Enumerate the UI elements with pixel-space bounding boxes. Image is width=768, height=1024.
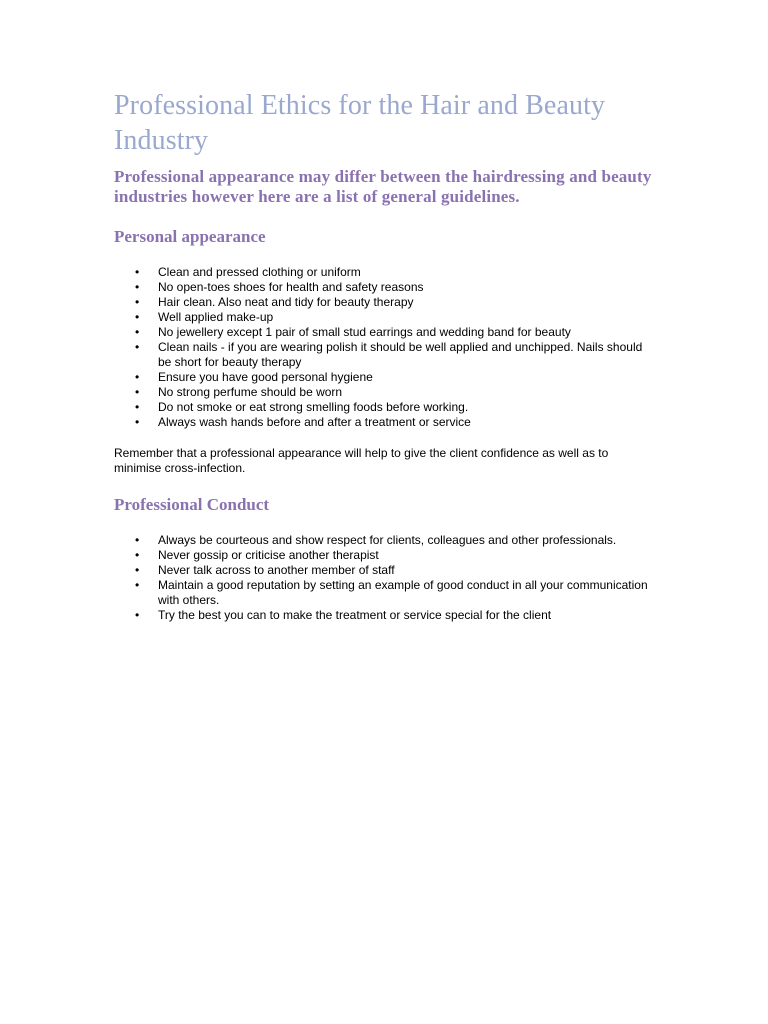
professional-conduct-list bbox=[114, 533, 674, 623]
bullet-icon: • bbox=[135, 415, 140, 429]
list-item: • Hair clean. Also neat and tidy for beauty therapy bbox=[135, 295, 414, 309]
bullet-icon: • bbox=[135, 265, 140, 279]
bullet-icon: • bbox=[135, 578, 140, 592]
bullet-icon: • bbox=[135, 563, 140, 577]
appearance-note: Remember that a professional appearance will help to give the client confidence as well as to minimise cross-infection. bbox=[114, 446, 609, 475]
section-heading-professional-conduct: Professional Conduct bbox=[114, 495, 270, 514]
list-item: • Do not smoke or eat strong smelling foods before working. bbox=[135, 400, 469, 414]
document-subtitle: Professional appearance may differ between the hairdressing and beauty industries however here are a list of general guidelines. bbox=[114, 167, 652, 206]
bullet-icon: • bbox=[135, 370, 140, 384]
personal-appearance-list bbox=[114, 265, 674, 430]
list-item: • Never gossip or criticise another therapist bbox=[135, 548, 379, 562]
list-item: • Try the best you can to make the treatment or service special for the client bbox=[135, 608, 552, 622]
bullet-icon: • bbox=[135, 280, 140, 294]
list-item: • No strong perfume should be worn bbox=[135, 385, 343, 399]
section-heading-personal-appearance: Personal appearance bbox=[114, 227, 266, 246]
bullet-icon: • bbox=[135, 295, 140, 309]
list-item: • Never talk across to another member of staff bbox=[135, 563, 395, 577]
list-item: • No open-toes shoes for health and safety reasons bbox=[135, 280, 424, 294]
bullet-icon: • bbox=[135, 400, 140, 414]
document-page bbox=[114, 88, 674, 623]
bullet-icon: • bbox=[135, 325, 140, 339]
list-item: • Ensure you have good personal hygiene bbox=[135, 370, 373, 384]
list-item: • Clean nails - if you are wearing polish it should be well applied and unchipped. Nails should be short for beauty therapy bbox=[135, 340, 643, 369]
list-item: • Always be courteous and show respect for clients, colleagues and other professionals. bbox=[135, 533, 617, 547]
list-item: • No jewellery except 1 pair of small stud earrings and wedding band for beauty bbox=[135, 325, 571, 339]
list-item: • Maintain a good reputation by setting an example of good conduct in all your communication with others. bbox=[135, 578, 648, 607]
bullet-icon: • bbox=[135, 548, 140, 562]
document-title: Professional Ethics for the Hair and Beauty Industry bbox=[114, 90, 606, 156]
list-item: • Always wash hands before and after a treatment or service bbox=[135, 415, 471, 429]
bullet-icon: • bbox=[135, 340, 140, 354]
bullet-icon: • bbox=[135, 608, 140, 622]
list-item: • Clean and pressed clothing or uniform bbox=[135, 265, 361, 279]
bullet-icon: • bbox=[135, 385, 140, 399]
bullet-icon: • bbox=[135, 310, 140, 324]
bullet-icon: • bbox=[135, 533, 140, 547]
list-item: • Well applied make-up bbox=[135, 310, 274, 324]
